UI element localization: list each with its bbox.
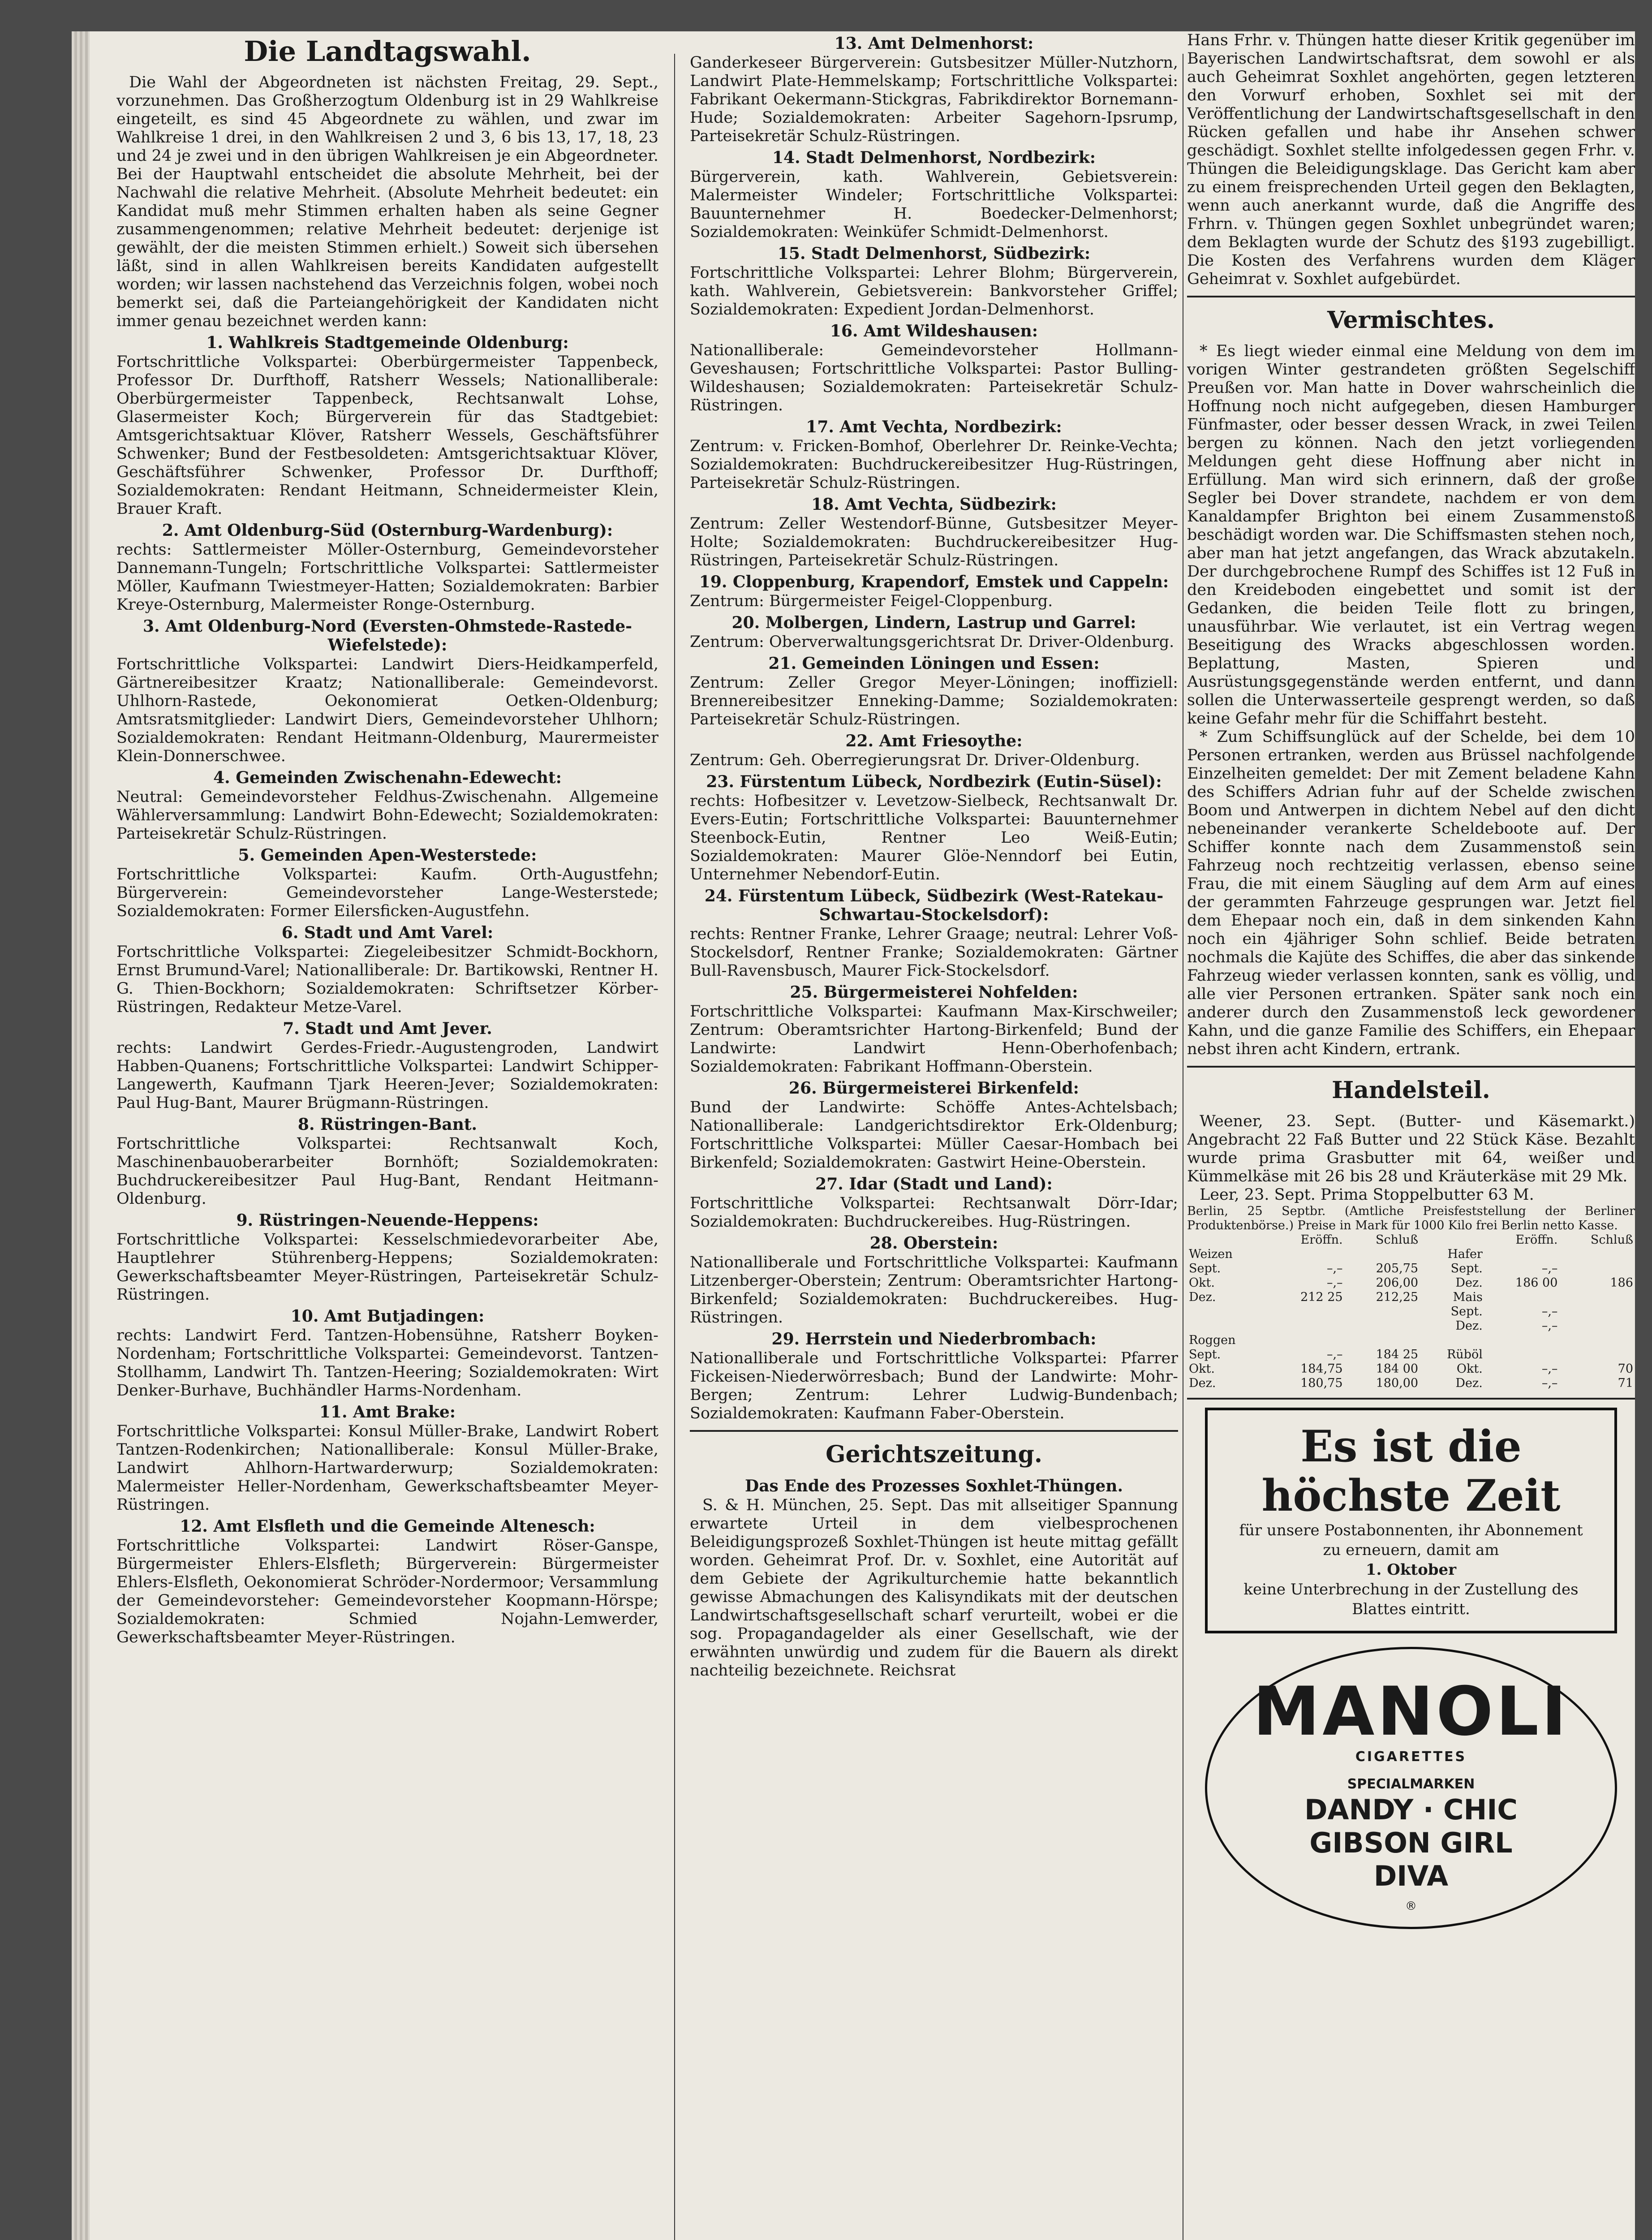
column-rule (674, 54, 675, 2240)
price-cell: 184,75 (1300, 1362, 1343, 1376)
price-cell: Okt. (1189, 1362, 1215, 1376)
district-candidates: Fortschrittliche Volkspartei: Kaufmann Max-Kirschweiler; Zentrum: Oberamtsrichter Hartong-Birkenfeld; Bund der Landwirte: Landwirt Henn-Oberhofenbach; Sozialdemokraten: Fabrikant Hoffmann-Oberstein. (690, 1003, 1178, 1076)
price-cell: –,– (1541, 1376, 1558, 1390)
price-cell: Weizen (1189, 1247, 1233, 1261)
district-candidates: rechts: Hofbesitzer v. Levetzow-Sielbeck, Rechtsanwalt Dr. Evers-Eutin; Fortschrittliche Volkspartei: Bauunternehmer Steenbock-Eutin, Rentner Leo Weiß-Eutin; Sozialdemokraten: Maurer Glöe-Nenndorf bei Eutin, Unternehmer Nebendorf-Eutin. (690, 792, 1178, 883)
district-candidates: Zentrum: Bürgermeister Feigel-Cloppenburg. (690, 592, 1053, 610)
subscription-ad (1205, 1408, 1617, 1633)
ad-text: für unsere Postabonnenten, ihr Abonnement zu erneuern, damit am (1239, 1521, 1583, 1559)
price-cell: Sept. (1450, 1262, 1483, 1275)
district-candidates: rechts: Sattlermeister Möller-Osternburg, Gemeindevorsteher Dannemann-Tungeln; Fortschrittliche Volkspartei: Sattlermeister Möller, Kaufmann Twiestmeyer-Hatten; Sozialdemokraten: Barbier Kreye-Osternburg, Malermeister Ronge-Osternburg. (116, 541, 658, 614)
district-candidates: Nationalliberale und Fortschrittliche Volkspartei: Kaufmann Litzenberger-Oberstein; Zentrum: Oberamtsrichter Hartong-Birkenfeld; Sozialdemokraten: Buchdruckereibes. Hug-Rüstringen. (690, 1254, 1178, 1327)
price-cell: 186 (1610, 1276, 1633, 1290)
district-candidates: Nationalliberale und Fortschrittliche Volkspartei: Pfarrer Fickeisen-Niederwörresbach; Bund der Landwirte: Mohr-Bergen; Zentrum: Lehrer Ludwig-Bundenbach; Sozialdemokraten: Kaufmann Faber-Oberstein. (690, 1349, 1178, 1422)
district-heading: 12. Amt Elsfleth und die Gemeinde Altenesch: (180, 1517, 595, 1536)
district-candidates: Fortschrittliche Volkspartei: Lehrer Blohm; Bürgerverein, kath. Wahlverein, Gebietsverein: Bankvorsteher Griffel; Sozialdemokraten: Expedient Jordan-Delmenhorst. (690, 264, 1178, 319)
price-cell: Mais (1453, 1290, 1483, 1304)
price-cell (1559, 1319, 1635, 1333)
price-row (1187, 1348, 1635, 1362)
district-heading: 23. Fürstentum Lübeck, Nordbezirk (Eutin-Süsel): (706, 772, 1162, 791)
district-heading: 26. Bürgermeisterei Birkenfeld: (789, 1079, 1079, 1098)
district-heading: 18. Amt Vechta, Südbezirk: (811, 495, 1057, 514)
ad-headline: Es ist die höchste Zeit (1261, 1421, 1561, 1521)
district-heading: 13. Amt Delmenhorst: (834, 34, 1034, 53)
district-candidates: rechts: Rentner Franke, Lehrer Graage; neutral: Lehrer Voß-Stockelsdorf, Rentner Franke; Sozialdemokraten: Gärtner Bull-Ravensbusch, Maurer Fick-Stockelsdorf. (690, 925, 1178, 980)
section-divider (1187, 1398, 1635, 1400)
price-cell (1559, 1333, 1635, 1348)
district-heading: 1. Wahlkreis Stadtgemeinde Oldenburg: (206, 333, 569, 352)
district-candidates: Zentrum: Zeller Gregor Meyer-Löningen; inoffiziell: Brennereibesitzer Enneking-Damme; Sozialdemokraten: Parteisekretär Schulz-Rüstringen. (690, 674, 1178, 728)
price-row (1187, 1319, 1635, 1333)
price-row (1187, 1276, 1635, 1290)
trade-item: Leer, 23. Sept. Prima Stoppelbutter 63 M. (1200, 1186, 1534, 1204)
price-cell (1484, 1333, 1560, 1348)
price-cell (1345, 1305, 1420, 1319)
price-table (1187, 1233, 1635, 1391)
district-list (116, 333, 658, 1647)
section-divider (1187, 1066, 1635, 1068)
ad-text: keine Unterbrechung in der Zustellung des Blattes eintritt. (1243, 1581, 1579, 1618)
price-header-cell (1420, 1233, 1484, 1247)
price-cell (1484, 1247, 1560, 1262)
price-cell (1559, 1247, 1635, 1262)
district-candidates: Zentrum: Geh. Oberregierungsrat Dr. Driver-Oldenburg. (690, 751, 1140, 769)
price-cell: 184 25 (1376, 1348, 1419, 1361)
district-candidates: Zentrum: Oberverwaltungsgerichtsrat Dr. Driver-Oldenburg. (690, 633, 1174, 651)
district-candidates: Fortschrittliche Volkspartei: Oberbürgermeister Tappenbeck, Professor Dr. Durfthoff, Ratsherr Wessels; Nationalliberale: Oberbürgermeister Tappenbeck, Rechtsanwalt Lohse, Glasermeister Koch; Bürgerverein für das Stadtgebiet: Amtsgerichtsaktuar Klöver, Ratsherr Wessels, Geschäftsführer Schwenker; Bund der Festbesoldeten: Amtsgerichtsaktuar Klöver, Geschäftsführer Schwenker, Professor Dr. Durfthoff; Sozialdemokraten: Rendant Heitmann, Schneidermeister Klein, Brauer Kraft. (116, 353, 658, 518)
district-heading: 14. Stadt Delmenhorst, Nordbezirk: (772, 148, 1096, 167)
price-cell (1345, 1247, 1420, 1262)
district-candidates: Fortschrittliche Volkspartei: Konsul Müller-Brake, Landwirt Robert Tantzen-Rodenkirchen; Nationalliberale: Konsul Müller-Brake, Landwirt Ahlhorn-Hartwarderwurp; Sozialdemokraten: Malermeister Heller-Nordenham, Gewerkschaftsbeamter Meyer-Rüstringen. (116, 1422, 658, 1514)
district-heading: 22. Amt Friesoythe: (845, 732, 1023, 750)
ad-date: 1. Oktober (1365, 1561, 1457, 1579)
price-cell (1559, 1305, 1635, 1319)
price-cell: Sept. (1189, 1262, 1221, 1275)
price-cell (1484, 1290, 1560, 1305)
district-heading: 5. Gemeinden Apen-Westerstede: (238, 846, 537, 865)
price-cell: Hafer (1447, 1247, 1483, 1261)
district-heading: 16. Amt Wildeshausen: (830, 322, 1038, 340)
price-cell: Dez. (1455, 1376, 1483, 1390)
district-list (690, 34, 1178, 1423)
district-heading: 19. Cloppenburg, Krapendorf, Emstek und Cappeln: (699, 573, 1169, 591)
ad-registered: ® (1405, 1900, 1417, 1913)
district-candidates: Ganderkeseer Bürgerverein: Gutsbesitzer Müller-Nutzhorn, Landwirt Plate-Hemmelskamp; Fortschrittliche Volkspartei: Fabrikant Oekermann-Stickgras, Fabrikdirektor Bornemann-Hude; Sozialdemokraten: Arbeiter Sagehorn-Ipsrump, Parteisekretär Schulz-Rüstringen. (690, 54, 1178, 145)
ad-mark: DIVA (1373, 1860, 1449, 1892)
district-heading: 15. Stadt Delmenhorst, Südbezirk: (777, 244, 1091, 263)
district-heading: 7. Stadt und Amt Jever. (283, 1019, 492, 1038)
price-cell: Rüböl (1446, 1348, 1483, 1361)
district-candidates: Fortschrittliche Volkspartei: Rechtsanwalt Koch, Maschinenbauoberarbeiter Bornhöft; Sozialdemokraten: Buchdruckereibesitzer Paul Hug-Bant, Rendant Heitmann-Oldenburg. (116, 1135, 658, 1208)
district-heading: 10. Amt Butjadingen: (290, 1307, 485, 1326)
column-districts-cont (690, 31, 1178, 2240)
price-cell: 184 00 (1376, 1362, 1419, 1376)
district-heading: 28. Oberstein: (869, 1234, 998, 1253)
district-candidates: rechts: Landwirt Gerdes-Friedr.-Augustengroden, Landwirt Habben-Quanens; Fortschrittliche Volkspartei: Landwirt Schipper-Langewerth, Kaufmann Tjark Heeren-Jever; Sozialdemokraten: Paul Hug-Bant, Maurer Brügmann-Rüstringen. (116, 1039, 658, 1112)
price-cell (1559, 1262, 1635, 1276)
price-cell (1345, 1319, 1420, 1333)
price-header-cell: Schluß (1376, 1233, 1419, 1247)
district-heading: 11. Amt Brake: (319, 1403, 456, 1422)
court-text: S. & H. München, 25. Sept. Das mit allseitiger Spannung erwartete Urteil in dem vielbesprochenen Beleidigungsprozeß Soxhlet-Thüngen ist heute mittag gefällt worden. Geheimrat Prof. Dr. v. Soxhlet, eine Autorität auf dem Gebiete der Agrikulturchemie hatte bekanntlich gewisse Abmachungen des Kalisyndikats mit der deutschen Landwirtschaftsgesellschaft scharf verurteilt, wobei er die sog. Propagandagelder als einer Gesellschaft, wie der erwähnten unwürdig und zudem für die Bauern als direkt nachteilig bezeichnete. Reichsrat (690, 1496, 1178, 1680)
price-cell: 180,75 (1300, 1376, 1343, 1390)
section-title-court: Gerichtszeitung. (826, 1441, 1042, 1468)
price-cell: Sept. (1450, 1305, 1483, 1318)
district-heading: 17. Amt Vechta, Nordbezirk: (806, 418, 1062, 436)
district-heading: 6. Stadt und Amt Varel: (281, 923, 494, 942)
price-cell: 186 00 (1515, 1276, 1558, 1290)
price-cell: –,– (1326, 1348, 1343, 1361)
price-row (1187, 1305, 1635, 1319)
ad-cigarettes: CIGARETTES (1355, 1749, 1467, 1765)
court-subtitle: Das Ende des Prozesses Soxhlet-Thüngen. (744, 1477, 1123, 1495)
price-header-cell: Eröffn. (1515, 1233, 1558, 1247)
price-cell: 205,75 (1376, 1262, 1419, 1275)
district-candidates: Bund der Landwirte: Schöffe Antes-Achtelsbach; Nationalliberale: Landgerichtsdirektor Erk-Oldenburg; Fortschrittliche Volkspartei: Müller Caesar-Hombach bei Birkenfeld; Sozialdemokraten: Gastwirt Heine-Oberstein. (690, 1098, 1178, 1172)
price-header-cell: Schluß (1590, 1233, 1633, 1247)
price-cell: –,– (1541, 1362, 1558, 1376)
ad-mark: DANDY · CHIC (1304, 1793, 1518, 1826)
district-candidates: Neutral: Gemeindevorsteher Feldhus-Zwischenahn. Allgemeine Wählerversammlung: Landwirt Bohn-Edewecht; Sozialdemokraten: Parteisekretär Schulz-Rüstringen. (116, 788, 658, 843)
district-heading: 21. Gemeinden Löningen und Essen: (768, 654, 1100, 673)
price-header-cell (1187, 1233, 1269, 1247)
article-intro: Die Wahl der Abgeordneten ist nächsten Freitag, 29. Sept., vorzunehmen. Das Großherzogtum Oldenburg ist in 29 Wahlkreise eingeteilt, es sind 45 Abgeordnete zu wählen, und zwar im Wahlkreise 1 drei, in den Wahlkreisen 2 und 3, 6 bis 13, 17, 18, 23 und 24 je zwei und in den übrigen Wahlkreisen je ein Abgeordneter. Bei der Hauptwahl entscheidet die absolute Mehrheit, bei der Nachwahl die relative Mehrheit. (Absolute Mehrheit bedeutet: ein Kandidat muß mehr Stimmen erhalten haben als seine Gegner zusammengenommen; relative Mehrheit bedeutet: derjenige ist gewählt, der die meisten Stimmen erhielt.) Soweit sich übersehen läßt, sind in allen Wahlkreisen bereits Kandidaten aufgestellt worden; wir lassen nachstehend das Verzeichnis folgen, wobei noch bemerkt sei, daß die Parteiangehörigkeit der Kandidaten nicht immer genau bezeichnet werden kann: (116, 73, 658, 330)
district-candidates: Fortschrittliche Volkspartei: Rechtsanwalt Dörr-Idar; Sozialdemokraten: Buchdruckereibes. Hug-Rüstringen. (690, 1194, 1178, 1231)
district-candidates: Fortschrittliche Volkspartei: Landwirt Diers-Heidkamperfeld, Gärtnereibesitzer Kraatz; Nationalliberale: Gemeindevorst. Uhlhorn-Rastede, Oekonomierat Oetken-Oldenburg; Amtsratsmitglieder: Landwirt Diers, Gemeindevorsteher Uhlhorn; Sozialdemokraten: Rendant Heitmann-Oldenburg, Maurermeister Klein-Donnerschwee. (116, 655, 658, 765)
price-cell (1187, 1319, 1269, 1333)
district-candidates: Zentrum: Zeller Westendorf-Bünne, Gutsbesitzer Meyer-Holte; Sozialdemokraten: Buchdruckereibesitzer Hug-Rüstringen, Parteisekretär Schulz-Rüstringen. (690, 515, 1178, 569)
price-cell: –,– (1326, 1276, 1343, 1290)
price-cell (1269, 1305, 1345, 1319)
misc-item: * Zum Schiffsunglück auf der Schelde, bei dem 10 Personen ertranken, werden aus Brüssel nachfolgende Einzelheiten gemeldet: Der mit Zement beladene Kahn des Schiffers Adrian fuhr auf der Schelde zwischen Boom und Antwerpen in dichtem Nebel auf den dicht nebeneinander verankerte Scheldeboote auf. Der Schiffer konnte nach dem Zusammenstoß sein Fahrzeug noch rechtzeitig verlassen, ebenso seine Frau, die mit einem Säugling auf dem Arm auf eines der gerammten Fahrzeuge gesprungen war. Jetzt fiel dem Ehepaar noch ein, daß in dem sinkenden Kahn noch ein 4jähriger Sohn schlief. Beide betraten nochmals die Kajüte des Schiffes, die aber das sinkende Fahrzeug wieder verlassen konnten, sank es völlig, und alle vier Personen ertranken. Später sank noch ein anderer durch den Zusammenstoß leck gewordener Kahn, und die ganze Familie des Schiffers, ein Ehepaar nebst ihren acht Kindern, ertrank. (1187, 728, 1635, 1058)
district-heading: 3. Amt Oldenburg-Nord (Eversten-Ohmstede-Rastede-Wiefelstede): (142, 617, 632, 655)
column-right (1187, 31, 1635, 2240)
district-heading: 8. Rüstringen-Bant. (297, 1115, 478, 1134)
price-cell: Dez. (1455, 1276, 1483, 1290)
district-heading: 9. Rüstringen-Neuende-Heppens: (236, 1211, 539, 1230)
price-cell: 70 (1618, 1362, 1633, 1376)
price-row (1187, 1362, 1635, 1376)
price-cell: Dez. (1455, 1319, 1483, 1333)
price-cell: 206,00 (1376, 1276, 1419, 1290)
price-cell: –,– (1326, 1262, 1343, 1275)
district-candidates: Fortschrittliche Volkspartei: Ziegeleibesitzer Schmidt-Bockhorn, Ernst Brumund-Varel; Nationalliberale: Dr. Bartikowski, Rentner H. G. Thien-Bockhorn; Sozialdemokraten: Schriftsetzer Körber-Rüstringen, Redakteur Metze-Varel. (116, 943, 658, 1016)
ad-brand: MANOLI (1253, 1673, 1569, 1751)
section-divider (690, 1430, 1178, 1432)
column-landtagswahl (116, 31, 658, 2240)
district-heading: 27. Idar (Stadt und Land): (815, 1175, 1053, 1193)
price-cell: 180,00 (1376, 1376, 1419, 1390)
price-cell (1269, 1247, 1345, 1262)
price-row (1187, 1333, 1635, 1348)
price-cell (1187, 1305, 1269, 1319)
district-candidates: Nationalliberale: Gemeindevorsteher Hollmann-Geveshausen; Fortschrittliche Volkspartei: Pastor Bulling-Wildeshausen; Sozialdemokraten: Parteisekretär Schulz-Rüstringen. (690, 341, 1178, 414)
district-heading: 4. Gemeinden Zwischenahn-Edewecht: (213, 768, 562, 787)
price-cell (1269, 1333, 1345, 1348)
ad-mark: GIBSON GIRL (1309, 1826, 1513, 1859)
price-cell: 212 25 (1300, 1290, 1343, 1304)
district-candidates: rechts: Landwirt Ferd. Tantzen-Hobensühne, Ratsherr Boyken-Nordenham; Fortschrittliche Volkspartei: Gemeindevorst. Tantzen-Stollhamm, Landwirt Th. Tantzen-Heering; Sozialdemokraten: Wirt Denker-Burhave, Buchhändler Harms-Nordenham. (116, 1327, 658, 1400)
price-cell (1559, 1290, 1635, 1305)
price-cell: Okt. (1456, 1362, 1483, 1376)
district-candidates: Bürgerverein, kath. Wahlverein, Gebietsverein: Malermeister Windeler; Fortschrittliche Volkspartei: Bauunternehmer H. Boedecker-Delmenhorst; Sozialdemokraten: Weinküfer Schmidt-Delmenhorst. (690, 168, 1178, 241)
district-candidates: Fortschrittliche Volkspartei: Kesselschmiedevorarbeiter Abe, Hauptlehrer Stührenberg-Heppens; Sozialdemokraten: Gewerkschaftsbeamter Meyer-Rüstringen, Parteisekretär Schulz-Rüstringen. (116, 1231, 658, 1304)
district-heading: 2. Amt Oldenburg-Süd (Osternburg-Wardenburg): (162, 521, 613, 540)
misc-item: * Es liegt wieder einmal eine Meldung von dem im vorigen Winter gestrandeten größten Segelschiff Preußen vor. Man hatte in Dover wahrscheinlich die Hoffnung noch nicht aufgegeben, diesen Hamburger Fünfmaster, oder besser dessen Wrack, in zwei Teilen bergen zu können. Nach den jetzt vorliegenden Meldungen geht diese Hoffnung aber nicht in Erfüllung. Man wird sich erinnern, daß der große Segler bei Dover strandete, nachdem er von dem Kanaldampfer Brighton bei einem Zusammenstoß beschädigt worden war. Die Schiffsmasten stehen noch, aber man hat jetzt angefangen, das Wrack abzutakeln. Der durchgebrochene Rumpf des Schiffes ist 12 Fuß in den Kreideboden eingebettet und somit ist der Gedanken, die beiden Teile flott zu bringen, unausführbar. Wie verlautet, ist ein Vertrag wegen Beseitigung des Wracks abgeschlossen worden. Beplattung, Masten, Spieren und Ausrüstungsgegenstände werden entfernt, und dann sollen die Unterwasserteile gesprengt werden, so daß keine Gefahr mehr für die Schiffahrt besteht. (1187, 342, 1635, 728)
price-row (1187, 1290, 1635, 1305)
price-cell: Sept. (1189, 1348, 1221, 1361)
price-row (1187, 1247, 1635, 1262)
price-cell: –,– (1541, 1319, 1558, 1333)
price-cell (1269, 1319, 1345, 1333)
price-cell (1559, 1348, 1635, 1362)
district-heading: 24. Fürstentum Lübeck, Südbezirk (West-Ratekau-Schwartau-Stockelsdorf): (704, 887, 1164, 924)
district-candidates: Zentrum: v. Fricken-Bomhof, Oberlehrer Dr. Reinke-Vechta; Sozialdemokraten: Buchdruckereibesitzer Hug-Rüstringen, Parteisekretär Schulz-Rüstringen. (690, 437, 1178, 492)
price-cell: Okt. (1189, 1276, 1215, 1290)
district-candidates: Fortschrittliche Volkspartei: Kaufm. Orth-Augustfehn; Bürgerverein: Gemeindevorsteher Lange-Westerstede; Sozialdemokraten: Former Eilersficken-Augustfehn. (116, 866, 658, 920)
price-cell: Dez. (1189, 1290, 1216, 1304)
price-header-cell: Eröffn. (1300, 1233, 1343, 1247)
price-cell: Dez. (1189, 1376, 1216, 1390)
district-heading: 20. Molbergen, Lindern, Lastrup und Garrel: (731, 613, 1136, 632)
district-candidates: Fortschrittliche Volkspartei: Landwirt Röser-Ganspe, Bürgermeister Ehlers-Elsfleth; Bürgerverein: Bürgermeister Ehlers-Elsfleth, Oekonomierat Schröder-Nordermoor; Versammlung der Gemeindevorsteher: Gemeindevorsteher Koopmann-Hörspe; Sozialdemokraten: Schmied Nojahn-Lemwerder, Gewerkschaftsbeamter Meyer-Rüstringen. (116, 1537, 658, 1646)
section-title-misc: Vermischtes. (1327, 306, 1495, 334)
price-cell: 212,25 (1376, 1290, 1419, 1304)
price-row (1187, 1376, 1635, 1391)
section-title-trade: Handelsteil. (1332, 1077, 1490, 1104)
price-cell (1345, 1333, 1420, 1348)
article-title: Die Landtagswahl. (244, 35, 531, 68)
manoli-ad (1205, 1647, 1617, 1929)
district-heading: 29. Herrstein und Niederbrombach: (771, 1330, 1097, 1348)
price-row (1187, 1262, 1635, 1276)
price-cell: Roggen (1189, 1333, 1236, 1347)
section-divider (1187, 296, 1635, 297)
trade-item: Weener, 23. Sept. (Butter- und Käsemarkt.) Angebracht 22 Faß Butter und 22 Stück Käse. Bezahlt wurde prima Grasbutter mit 64, weißer und Kümmelkäse mit 26 bis 28 und Kräuterkäse mit 29 Mk. (1187, 1112, 1635, 1185)
price-cell (1484, 1348, 1560, 1362)
district-heading: 25. Bürgermeisterei Nohfelden: (790, 983, 1078, 1002)
price-cell (1420, 1333, 1484, 1348)
price-cell: –,– (1541, 1262, 1558, 1275)
ad-special: SPECIALMARKEN (1347, 1776, 1475, 1792)
price-cell: –,– (1541, 1305, 1558, 1318)
trade-item: Berlin, 25 Septbr. (Amtliche Preisfeststellung der Berliner Produktenbörse.) Preise in Mark für 1000 Kilo frei Berlin netto Kasse. (1187, 1204, 1635, 1232)
price-cell: 71 (1618, 1376, 1633, 1390)
court-continuation: Hans Frhr. v. Thüngen hatte dieser Kritik gegenüber im Bayerischen Landwirtschaftsrat, dem sowohl er als auch Geheimrat Soxhlet angehörten, gegen letzteren den Vorwurf erhoben, Soxhlet sei mit der Veröffentlichung der Landwirtschaftsgesellschaft in den Rücken gefallen und habe ihr Ansehen schwer geschädigt. Soxhlet stellte infolgedessen gegen Frhr. v. Thüngen die Beleidigungsklage. Das Gericht kam aber zu einem freisprechenden Urteil gegen den Beklagten, wenn auch anerkannt wurde, daß die Angriffe des Frhrn. v. Thüngen gegen Soxhlet unbegründet waren; dem Beklagten wurde der Schutz des §193 zugebilligt. Die Kosten des Verfahrens wurden dem Kläger Geheimrat v. Soxhlet aufgebürdet. (1187, 31, 1635, 288)
